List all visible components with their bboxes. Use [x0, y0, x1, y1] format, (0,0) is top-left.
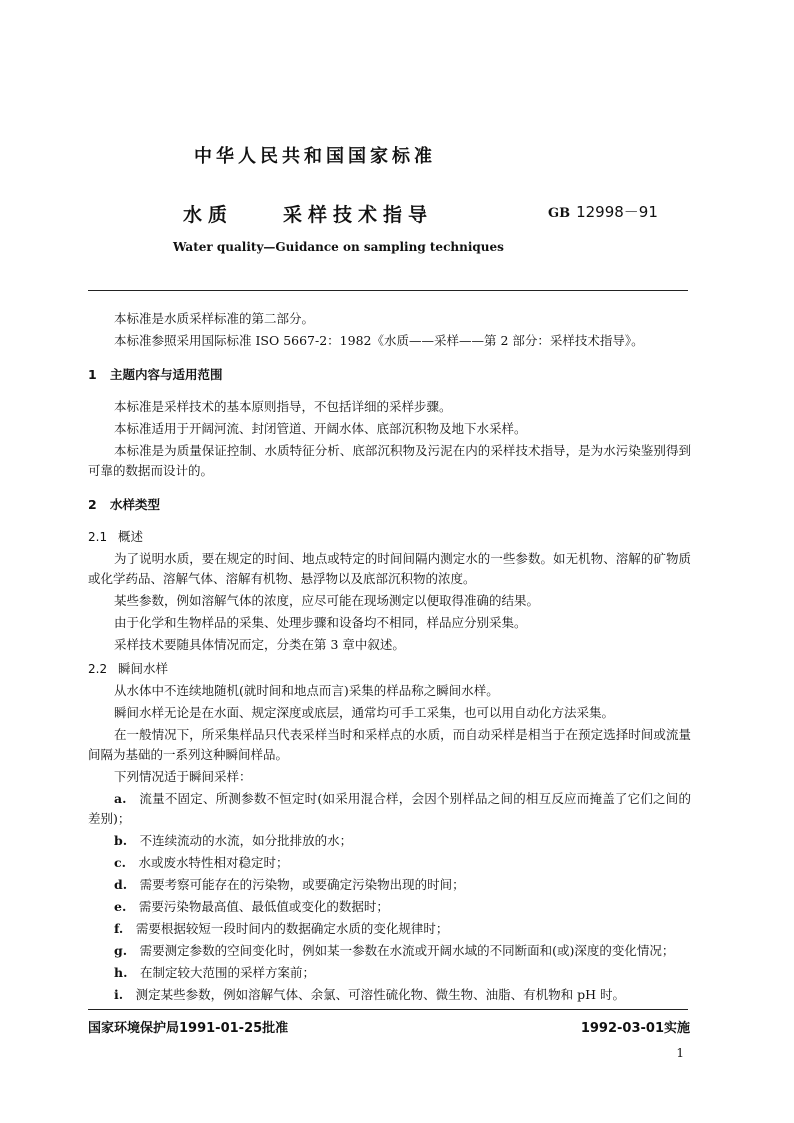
paragraph: 本标准是采样技术的基本原则指导，不包括详细的采样步骤。 — [114, 399, 452, 414]
list-item — [88, 853, 691, 873]
list-item-text: 需要根据较短一段时间内的数据确定水质的变化规律时； — [135, 921, 449, 936]
paragraph: 由于化学和生物样品的采集、处理步骤和设备均不相同，样品应分别采集。 — [114, 615, 527, 630]
standard-code: 12998－91 — [576, 203, 658, 221]
section-heading-2 — [88, 495, 691, 515]
list-item — [88, 875, 691, 895]
subsection-number: 2.1 — [88, 530, 108, 544]
list-item-text: 不连续流动的水流，如分批排放的水； — [139, 833, 353, 848]
approval-date: 国家环境保护局1991-01-25批准 — [88, 1021, 289, 1036]
list-item-label: a. — [114, 791, 127, 806]
paragraph: 本标准适用于开阔河流、封闭管道、开阔水体、底部沉积物及地下水采样。 — [114, 421, 527, 436]
list-item — [88, 985, 691, 1005]
preface-paragraph: 本标准是水质采样标准的第二部分。 — [114, 311, 315, 326]
footer-divider — [88, 1009, 688, 1010]
preface-paragraph: 本标准参照采用国际标准 ISO 5667-2：1982《水质——采样——第 2 部分：采样技术指导》。 — [114, 333, 644, 348]
list-item-label: c. — [114, 855, 126, 870]
list-item-label: f. — [114, 921, 124, 936]
list-item — [88, 919, 691, 939]
paragraph: 瞬间水样无论是在水面、规定深度或底层，通常均可手工采集，也可以用自动化方法采集。 — [114, 705, 615, 720]
standard-organization: 中华人民共和国国家标准 — [194, 146, 436, 167]
list-item-label: d. — [114, 877, 128, 892]
list-item — [88, 963, 691, 983]
subsection-title: 瞬间水样 — [118, 661, 169, 676]
list-item-text: 流量不固定、所测参数不恒定时(如采用混合样，会因个别样品之间的相互反应而掩盖了它们之间的差别)； — [88, 791, 691, 826]
list-item-text: 在制定较大范围的采样方案前； — [139, 965, 315, 980]
list-item-label: g. — [114, 943, 128, 958]
subsection-title: 概述 — [118, 529, 144, 544]
document-title-english: Water quality—Guidance on sampling techniques — [173, 240, 504, 254]
list-item — [88, 831, 691, 851]
list-item-text: 需要测定参数的空间变化时，例如某一参数在水流或开阔水域的不同断面和(或)深度的变化情况； — [139, 943, 675, 958]
paragraph: 采样技术要随具体情况而定，分类在第 3 章中叙述。 — [114, 637, 405, 652]
effective-date: 1992-03-01实施 — [580, 1021, 690, 1036]
paragraph: 某些参数，例如溶解气体的浓度，应尽可能在现场测定以便取得准确的结果。 — [114, 593, 540, 608]
list-item-label: b. — [114, 833, 128, 848]
section-title: 主题内容与适用范围 — [110, 367, 223, 382]
paragraph: 本标准是为质量保证控制、水质特征分析、底部沉积物及污泥在内的采样技术指导，是为水污染鉴别得到可靠的数据而设计的。 — [88, 443, 691, 478]
list-item-text: 水或废水特性相对稳定时； — [138, 855, 289, 870]
section-number: 2 — [88, 497, 97, 512]
paragraph: 从水体中不连续地随机(就时间和地点而言)采集的样品称之瞬间水样。 — [114, 683, 499, 698]
list-item-label: h. — [114, 965, 128, 980]
list-item — [88, 897, 691, 917]
standard-number — [548, 201, 658, 222]
list-item-text: 需要考察可能存在的污染物，或要确定污染物出现的时间； — [139, 877, 465, 892]
list-item-text: 需要污染物最高值、最低值或变化的数据时； — [138, 899, 389, 914]
section-heading-1 — [88, 365, 691, 385]
list-item — [88, 941, 691, 961]
section-number: 1 — [88, 367, 97, 382]
subsection-heading-2-2 — [88, 659, 691, 679]
paragraph: 在一般情况下，所采集样品只代表采样当时和采样点的水质，而自动采样是相当于在预定选择时间或流量间隔为基础的一系列这种瞬间样品。 — [88, 727, 691, 762]
document-body — [88, 309, 691, 1007]
list-item-text: 测定某些参数，例如溶解气体、余氯、可溶性硫化物、微生物、油脂、有机物和 pH 时。 — [135, 987, 625, 1002]
standard-prefix: GB — [548, 206, 571, 221]
list-item — [88, 789, 691, 829]
section-title: 水样类型 — [110, 497, 161, 512]
page-number: 1 — [676, 1046, 684, 1060]
list-item-label: i. — [114, 987, 124, 1002]
paragraph: 下列情况适于瞬间采样： — [114, 769, 252, 784]
list-item-label: e. — [114, 899, 127, 914]
subsection-number: 2.2 — [88, 662, 108, 676]
header-divider — [88, 290, 688, 291]
document-title-chinese: 水质 采样技术指导 — [183, 204, 434, 226]
subsection-heading-2-1 — [88, 527, 691, 547]
paragraph: 为了说明水质，要在规定的时间、地点或特定的时间间隔内测定水的一些参数。如无机物、溶解的矿物质或化学药品、溶解气体、溶解有机物、悬浮物以及底部沉积物的浓度。 — [88, 551, 691, 586]
